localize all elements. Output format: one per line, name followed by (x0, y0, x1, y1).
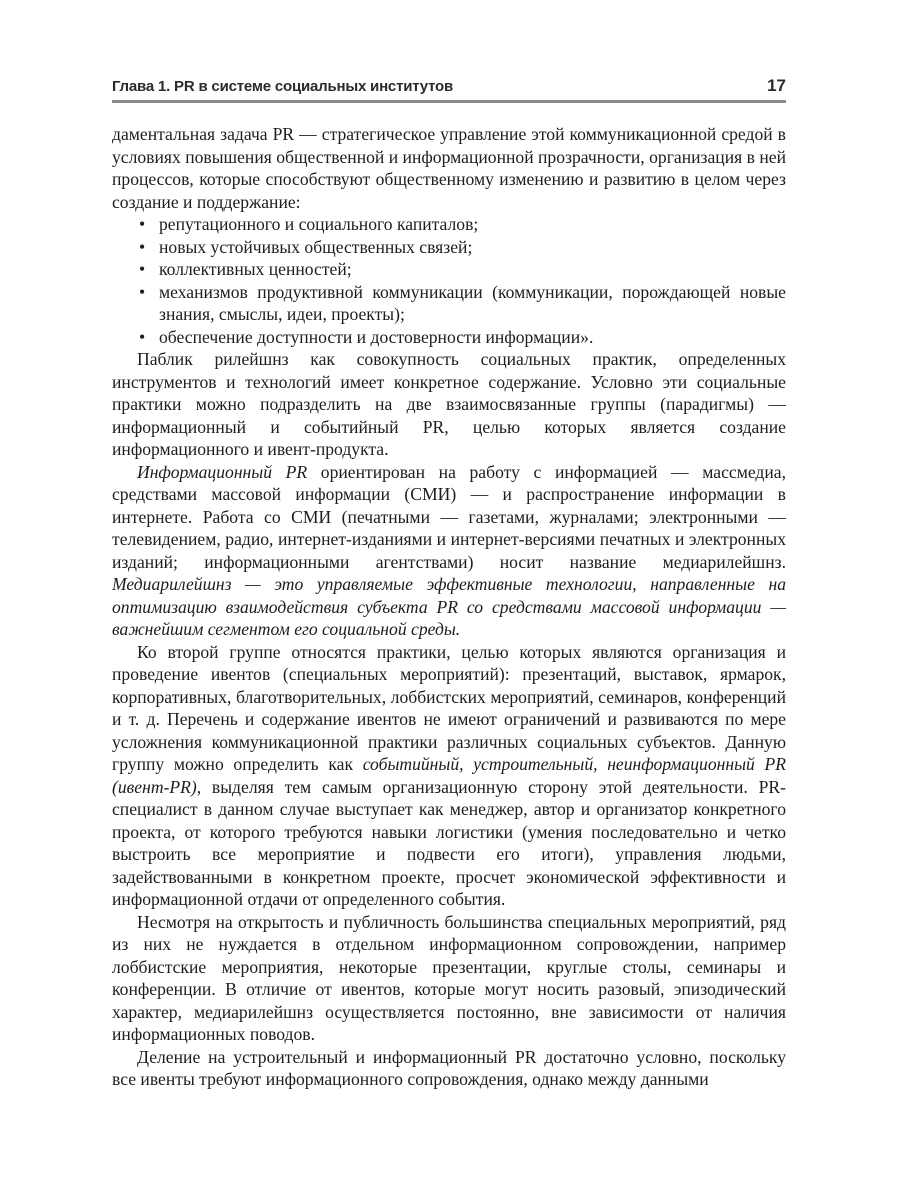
chapter-title: Глава 1. PR в системе социальных институтов (112, 78, 454, 95)
list-item-text: обеспечение доступности и достоверности информации». (159, 326, 594, 347)
page-number: 17 (767, 76, 786, 95)
italic-text-run: событийный, устроительный, неинформационный PR (ивент-PR) (112, 754, 786, 797)
paragraph (112, 348, 786, 461)
list-item (112, 281, 786, 326)
list-item (112, 326, 786, 349)
italic-text-run: Медиарилейшнз — это управляемые эффективные технологии, направленные на оптимизацию взаимодействия субъекта PR со средствами массовой информации — важнейшим сегментом его социальной среды. (112, 574, 786, 639)
list-item-text: репутационного и социального капиталов; (159, 214, 479, 234)
list-item (112, 236, 786, 259)
paragraph (112, 123, 786, 213)
text-run: Несмотря на открытость и публичность большинства специальных мероприятий, ряд из них не нуждается в отдельном информационном сопровождении, например лоббистские мероприятия, некоторые презентации, круглые столы, семинары и конференции. В отличие от ивентов, которые могут носить разовый, эпизодический характер, медиарилейшнз осуществляется постоянно, вне зависимости от наличия информационных поводов. (112, 911, 786, 1044)
bullet-icon: • (139, 281, 146, 302)
list-item-text: коллективных ценностей; (159, 259, 352, 279)
running-header (112, 76, 786, 96)
paragraph (112, 1046, 786, 1091)
text-run: , выделяя тем самым организационную сторону этой деятельности. PR-специалист в данном случае выступает как менеджер, автор и организатор конкретного проекта, от которого требуются навыки логистики (умения последовательно и четко выстроить все мероприятие и подвести его итоги), управления людьми, задействованными в конкретном проекте, просчет экономической эффективности и информационной отдачи от определенного события. (112, 776, 786, 909)
italic-text-run: Информационный PR (137, 461, 308, 482)
bullet-icon: • (139, 259, 146, 279)
bullet-icon: • (139, 326, 146, 347)
list-item-text: механизмов продуктивной коммуникации (коммуникации, порождающей новые знания, смыслы, идеи, проекты); (159, 281, 786, 324)
text-run: даментальная задача PR — стратегическое управление этой коммуникационной средой в условиях повышения общественной и информационной прозрачности, организация в ней процессов, которые способствуют общественному изменению и развитию в целом через создание и поддержание: (112, 124, 786, 212)
list-item-text: новых устойчивых общественных связей; (159, 236, 473, 257)
list-item (112, 258, 786, 281)
document-body (112, 123, 786, 1091)
text-run: Ко второй группе относятся практики, целью которых являются организация и проведение ивентов (специальных мероприятий): презентаций, выставок, ярмарок, корпоративных, благотворительных, лоббистских мероприятий, семинаров, конференций и т. д. Перечень и содержание ивентов не имеют ограничений и развиваются по мере усложнения коммуникационной практики различных социальных субъектов. Данную группу можно определить как (112, 641, 786, 774)
list-item (112, 213, 786, 236)
header-rule (112, 100, 786, 103)
text-run: ориентирован на работу с информацией — массмедиа, средствами массовой информации (СМИ) — и распространение информации в интернете. Работа со СМИ (печатными — газетами, журналами; электронными — телевидением, радио, интернет-изданиями и интернет-версиями печатных и электронных изданий; информационными агентствами) носит название медиарилейшнз. (112, 461, 787, 572)
text-run: Деление на устроительный и информационный PR достаточно условно, поскольку все ивенты требуют информационного сопровождения, однако между данными (112, 1046, 786, 1089)
paragraph (112, 911, 786, 1046)
bullet-list (112, 213, 786, 348)
paragraph (112, 461, 786, 641)
bullet-icon: • (139, 214, 146, 234)
bullet-icon: • (139, 236, 146, 257)
text-run: Паблик рилейшнз как совокупность социальных практик, определенных инструментов и технологий имеет конкретное содержание. Условно эти социальные практики можно подразделить на две взаимосвязанные группы (парадигмы) — информационный и событийный PR, целью которых является создание информационного и ивент-продукта. (112, 349, 786, 459)
paragraph (112, 641, 786, 911)
